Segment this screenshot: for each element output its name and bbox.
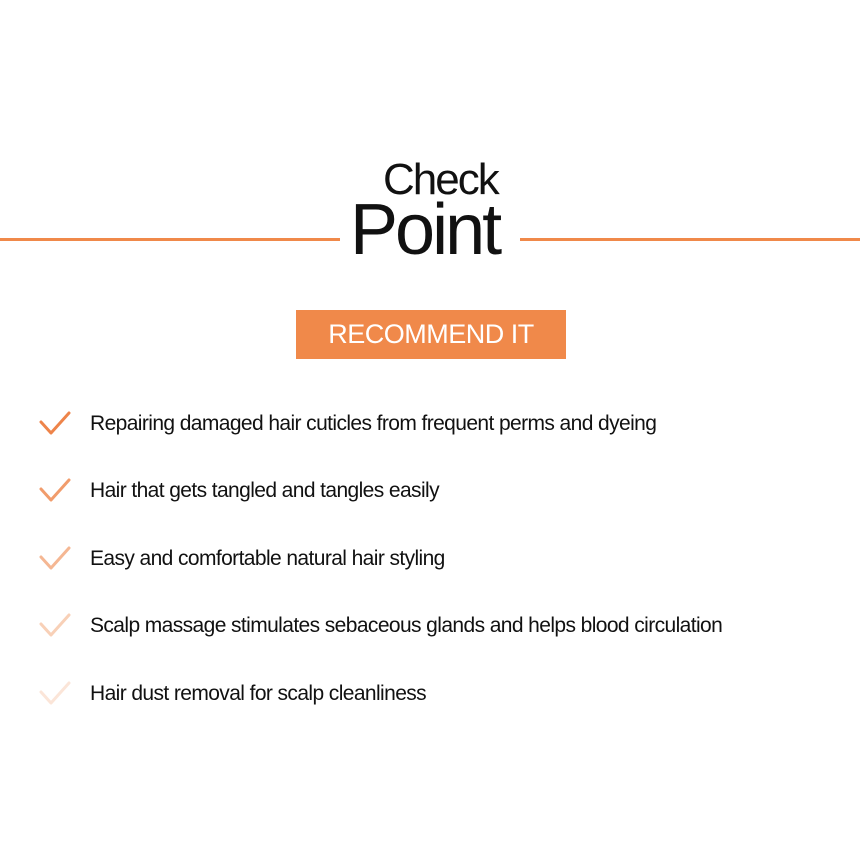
list-item <box>38 660 848 728</box>
list-item-text: Repairing damaged hair cuticles from frequent perms and dyeing <box>90 411 657 435</box>
list-item-text: Easy and comfortable natural hair styling <box>90 546 445 570</box>
recommendation-list <box>38 390 848 728</box>
check-icon <box>38 476 72 506</box>
check-point-header <box>0 150 860 280</box>
check-icon <box>38 679 72 709</box>
check-icon <box>38 544 72 574</box>
list-item-text: Hair that gets tangled and tangles easily <box>90 479 439 503</box>
list-item <box>38 458 848 526</box>
header-rule-right <box>520 238 860 241</box>
check-icon <box>38 611 72 641</box>
check-icon <box>38 409 72 439</box>
title-check: Check <box>383 155 498 204</box>
recommend-badge: RECOMMEND IT <box>296 310 566 359</box>
list-item <box>38 390 848 458</box>
list-item-text: Scalp massage stimulates sebaceous glands and helps blood circulation <box>90 614 723 638</box>
list-item <box>38 525 848 593</box>
header-rule-left <box>0 238 340 241</box>
title-point: Point <box>350 190 500 270</box>
list-item-text: Hair dust removal for scalp cleanliness <box>90 681 427 705</box>
list-item <box>38 593 848 661</box>
